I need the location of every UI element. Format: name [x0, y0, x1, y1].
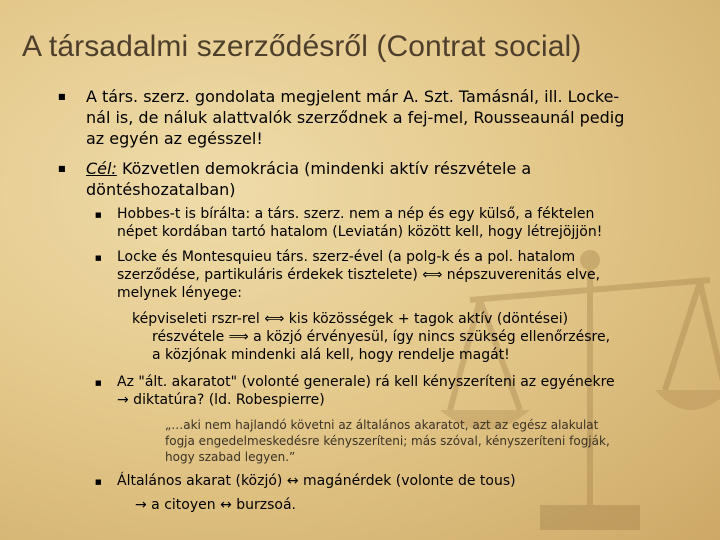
sub-bullet-square-icon: ■: [95, 254, 102, 262]
sub2-line3: melynek lényege:: [117, 285, 242, 301]
bullet-square-icon: ■: [58, 92, 66, 101]
slide-title: A társadalmi szerződésről (Contrat social): [22, 30, 582, 63]
bullet1-line2: nál is, de náluk alattvalók szerződnek a fej-mel, Rousseaunál pedig: [86, 108, 625, 127]
essence-line1: képviseleti rszr-rel ⟺ kis közösségek + tagok aktív (döntései): [132, 311, 569, 327]
quote-line3: hogy szabad legyen.”: [165, 450, 296, 464]
bullet2-line2: döntéshozatalban): [86, 180, 236, 199]
bullet-square-icon: ■: [58, 164, 66, 173]
sub1-line2: népet kordában tartó hatalom (Leviatán) között kell, hogy létrejöjjön!: [117, 224, 603, 240]
quote-line2: fogja engedelmeskedésre kényszeríteni; más szóval, kényszeríteni fogják,: [165, 434, 610, 448]
bullet1-line3: az egyén az egésszel!: [86, 129, 263, 148]
sub3-line1: Az "ált. akaratot" (volonté generale) rá kell kényszeríteni az egyénekre: [117, 374, 615, 390]
sub2-line2: szerződése, partikuláris érdekek tisztelete) ⟺ népszuverenitás elve,: [117, 267, 601, 283]
bullet2-line1-text: Közvetlen demokrácia (mindenki aktív részvétele a: [116, 159, 532, 178]
sub-bullet-square-icon: ■: [95, 379, 102, 387]
sub-bullet-square-icon: ■: [95, 211, 102, 219]
bullet2-line1: [86, 158, 671, 179]
essence-line2: részvétele ⟹ a közjó érvényesül, így nincs szükség ellenőrzésre,: [152, 329, 611, 345]
sub4-line2: → a citoyen ↔ burzsoá.: [135, 497, 297, 513]
bullet1-line1: A társ. szerz. gondolata megjelent már A. Szt. Tamásnál, ill. Locke-: [86, 87, 620, 106]
quote-line1: „…aki nem hajlandó követni az általános akaratot, azt az egész alakulat: [165, 418, 599, 432]
sub1-line1: Hobbes-t is bírálta: a társ. szerz. nem a nép és egy külső, a féktelen: [117, 206, 595, 222]
goal-label: Cél:: [86, 159, 117, 178]
sub2-line1: Locke és Montesquieu társ. szerz-ével (a polg-k és a pol. hatalom: [117, 249, 576, 265]
sub-bullet-square-icon: ■: [95, 478, 102, 486]
essence-line3: a közjónak mindenki alá kell, hogy rendelje magát!: [152, 347, 510, 363]
sub3-line2: → diktatúra? (ld. Robespierre): [117, 392, 325, 408]
sub4-line1: Általános akarat (közjó) ↔ magánérdek (volonte de tous): [117, 473, 516, 489]
